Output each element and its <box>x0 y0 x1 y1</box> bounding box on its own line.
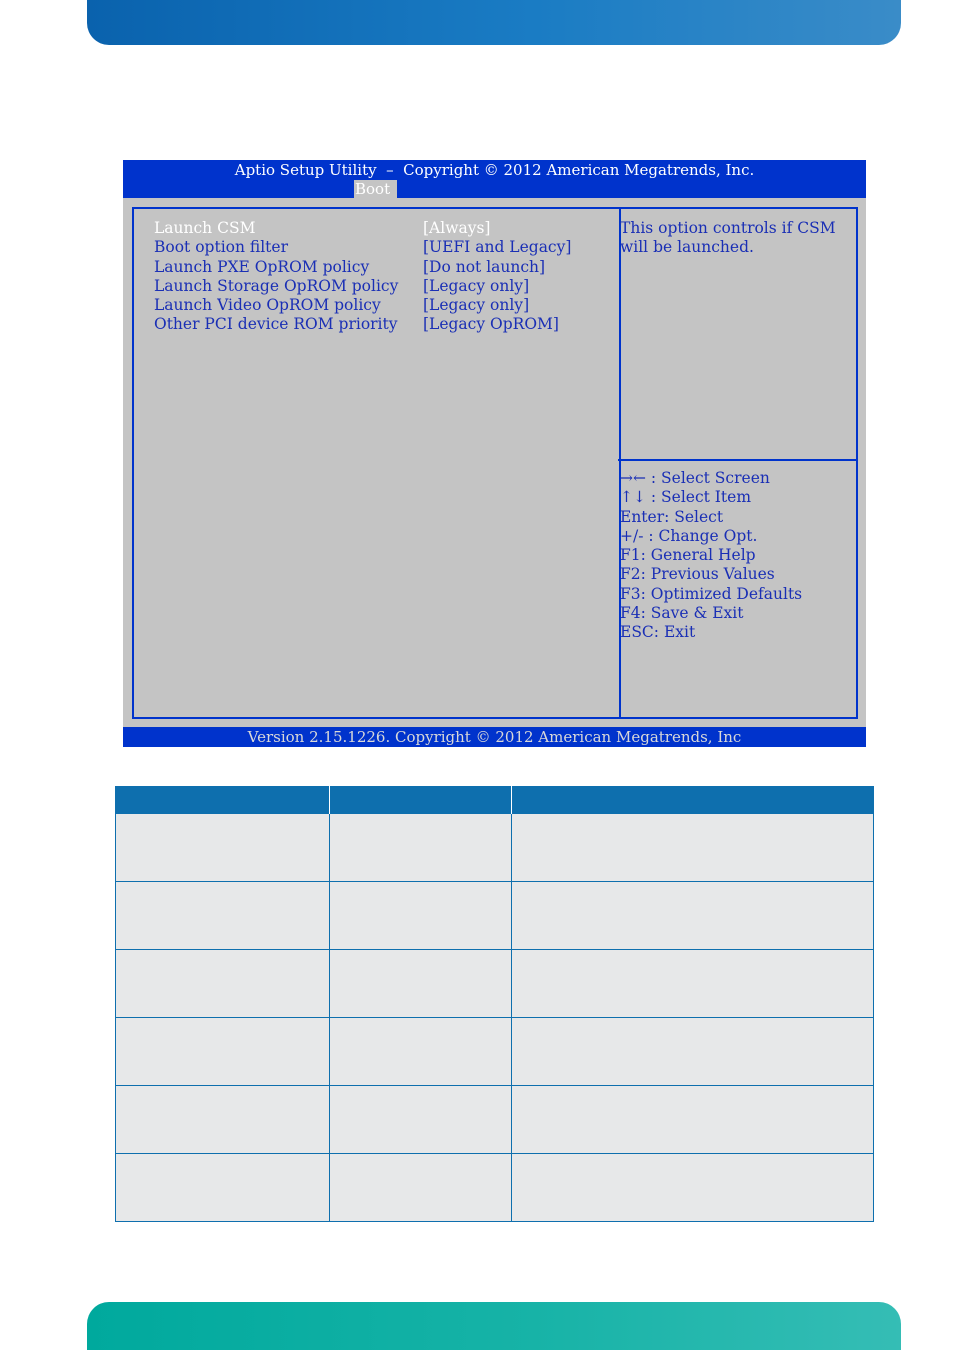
bios-title: Aptio Setup Utility – Copyright © 2012 American Megatrends, Inc. <box>234 161 755 179</box>
help-divider <box>618 459 856 461</box>
key-general-help: F1: General Help <box>620 546 756 565</box>
option-other-pci-device-rom-priority[interactable] <box>154 315 614 334</box>
page-footer-bar <box>87 1302 901 1350</box>
table-cell <box>330 1018 512 1086</box>
table-row <box>116 1154 874 1222</box>
key-esc-exit: ESC: Exit <box>620 623 696 642</box>
option-label: Launch CSM <box>154 219 256 237</box>
option-launch-storage-oprom-policy[interactable] <box>154 277 614 296</box>
help-pane <box>618 207 858 719</box>
option-value[interactable]: [UEFI and Legacy] <box>423 238 572 256</box>
key-previous-values: F2: Previous Values <box>620 565 775 584</box>
table-cell <box>116 1086 330 1154</box>
table-row <box>116 950 874 1018</box>
bios-footer: Version 2.15.1226. Copyright © 2012 American Megatrends, Inc <box>123 727 866 747</box>
option-value[interactable]: [Legacy only] <box>423 277 530 295</box>
option-value[interactable]: [Do not launch] <box>423 258 546 276</box>
key-optimized-defaults: F3: Optimized Defaults <box>620 584 803 603</box>
table-header-row <box>116 786 874 814</box>
table-cell <box>512 1154 874 1222</box>
table-row <box>116 814 874 882</box>
tab-boot[interactable] <box>354 180 397 198</box>
table-header-cell <box>116 786 330 814</box>
table-header-cell <box>330 786 512 814</box>
option-launch-video-oprom-policy[interactable] <box>154 296 614 315</box>
table-row <box>116 1018 874 1086</box>
table-cell <box>330 882 512 950</box>
table-cell <box>330 1154 512 1222</box>
table-cell <box>116 1154 330 1222</box>
option-label: Boot option filter <box>154 238 288 256</box>
table-row <box>116 882 874 950</box>
options-pane <box>132 207 621 719</box>
bios-setup-screen <box>123 160 866 747</box>
option-label: Other PCI device ROM priority <box>154 315 398 333</box>
table-cell <box>512 882 874 950</box>
table-cell <box>116 814 330 882</box>
option-value[interactable]: [Legacy only] <box>423 296 530 314</box>
table-header-cell <box>512 786 874 814</box>
table-cell <box>512 950 874 1018</box>
table-cell <box>512 1018 874 1086</box>
table-cell <box>512 814 874 882</box>
table-cell <box>116 882 330 950</box>
option-label: Launch Video OpROM policy <box>154 296 381 314</box>
option-label: Launch Storage OpROM policy <box>154 277 399 295</box>
table-row <box>116 1086 874 1154</box>
table-cell <box>116 950 330 1018</box>
option-label: Launch PXE OpROM policy <box>154 258 370 276</box>
table-cell <box>330 1086 512 1154</box>
key-save-exit: F4: Save & Exit <box>620 604 744 623</box>
bios-header <box>123 160 866 198</box>
option-value[interactable]: [Always] <box>423 219 491 237</box>
help-text: This option controls if CSM will be launched. <box>620 219 836 256</box>
key-legend <box>620 469 852 643</box>
table-cell <box>330 950 512 1018</box>
option-boot-option-filter[interactable] <box>154 238 614 257</box>
table-cell <box>116 1018 330 1086</box>
table-cell <box>512 1086 874 1154</box>
page-header-bar <box>87 0 901 45</box>
key-select-item: ↑↓ : Select Item <box>620 488 752 507</box>
option-value[interactable]: [Legacy OpROM] <box>423 315 559 333</box>
option-launch-pxe-oprom-policy[interactable] <box>154 258 614 277</box>
tab-boot-label: Boot <box>355 180 391 198</box>
settings-table <box>115 786 874 1222</box>
key-change-opt: +/- : Change Opt. <box>620 526 758 545</box>
key-enter-select: Enter: Select <box>620 507 724 526</box>
key-select-screen: →← : Select Screen <box>620 469 770 487</box>
table-cell <box>330 814 512 882</box>
option-launch-csm[interactable] <box>154 219 614 238</box>
